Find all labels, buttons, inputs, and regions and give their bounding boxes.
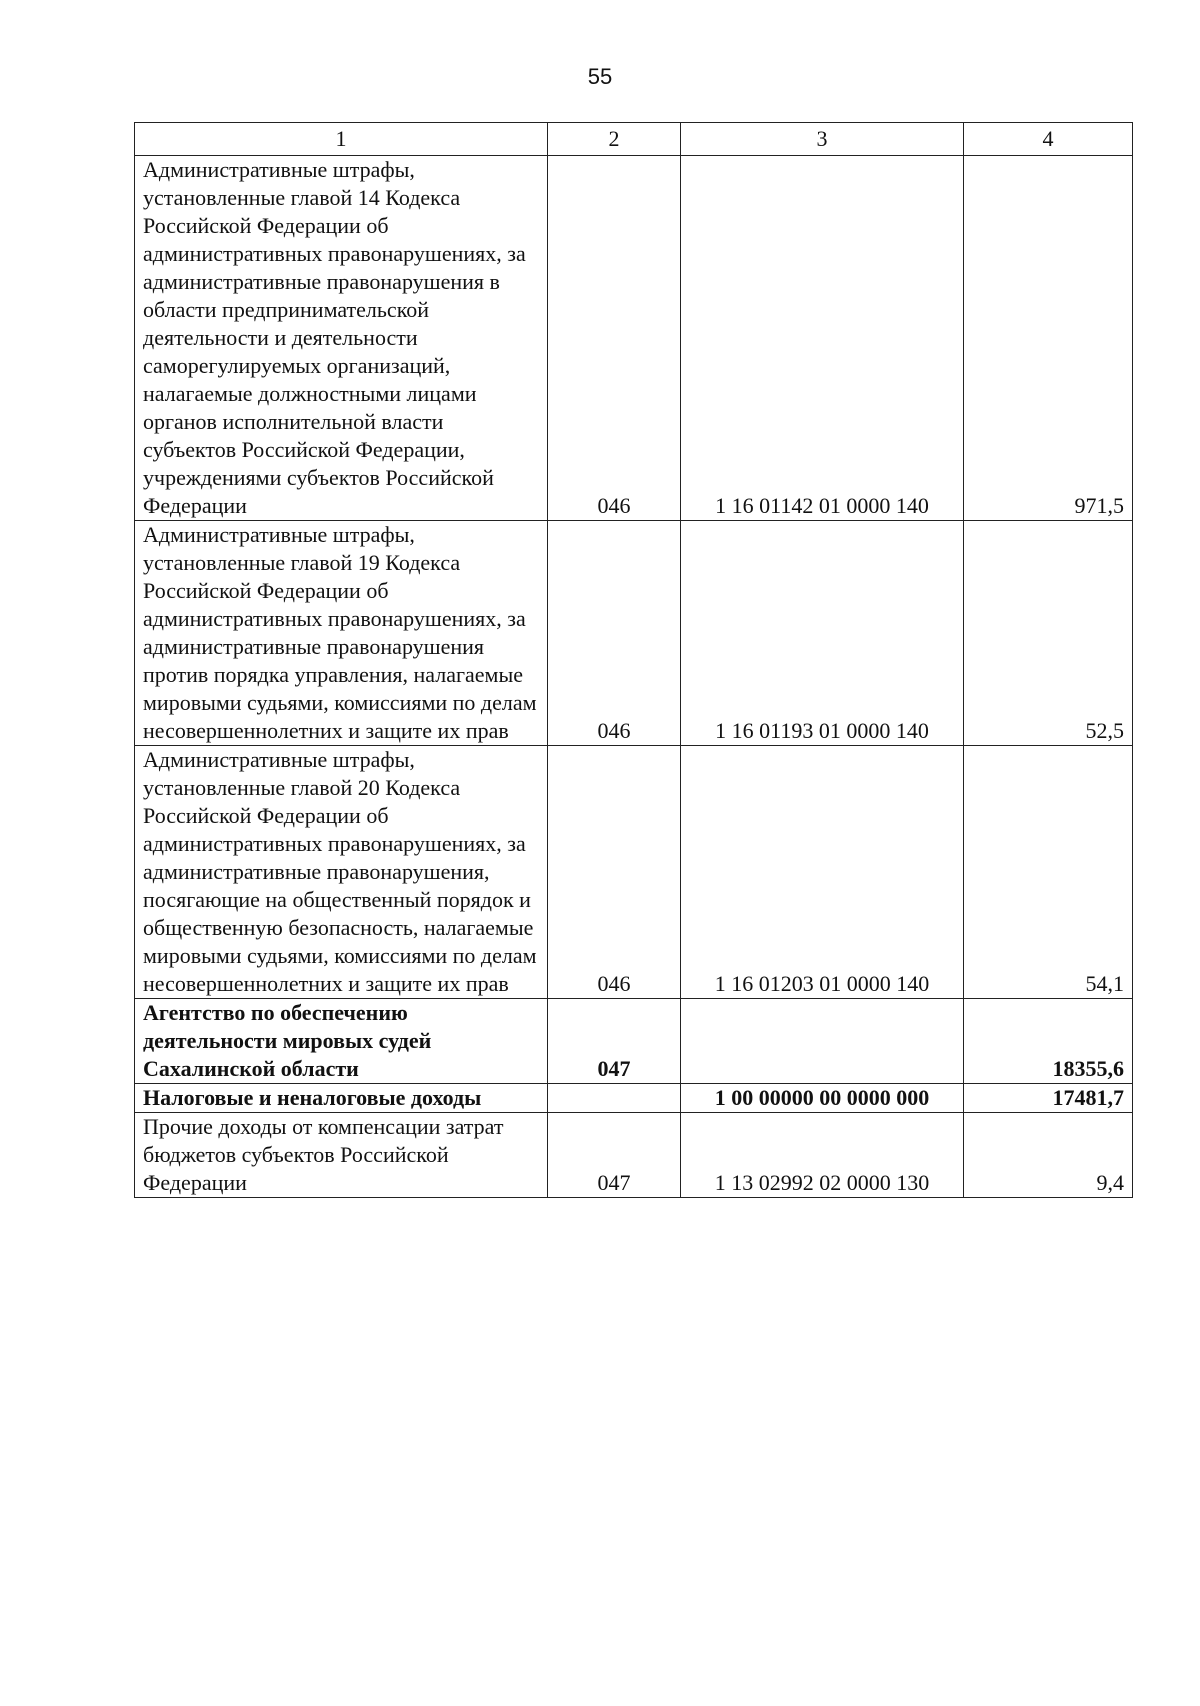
column-header-3: 3 — [681, 123, 964, 156]
admin-code-cell: 046 — [548, 156, 681, 521]
table-row — [135, 1113, 1133, 1198]
table-row — [135, 746, 1133, 999]
income-name-cell: Прочие доходы от компенсации затрат бюджетов субъектов Российской Федерации — [135, 1113, 548, 1198]
admin-code-cell: 047 — [548, 1113, 681, 1198]
revenue-table — [134, 122, 1133, 1198]
admin-code-cell: 047 — [548, 999, 681, 1084]
admin-code-cell — [548, 1084, 681, 1113]
amount-cell: 17481,7 — [964, 1084, 1133, 1113]
income-name-cell: Агентство по обеспечению деятельности мировых судей Сахалинской области — [135, 999, 548, 1084]
column-header-2: 2 — [548, 123, 681, 156]
budget-classification-code-cell: 1 13 02992 02 0000 130 — [681, 1113, 964, 1198]
amount-cell: 9,4 — [964, 1113, 1133, 1198]
table-header-row — [135, 123, 1133, 156]
amount-cell: 18355,6 — [964, 999, 1133, 1084]
budget-classification-code-cell: 1 16 01193 01 0000 140 — [681, 521, 964, 746]
amount-cell: 54,1 — [964, 746, 1133, 999]
income-name-cell: Налоговые и неналоговые доходы — [135, 1084, 548, 1113]
budget-classification-code-cell — [681, 999, 964, 1084]
amount-cell: 971,5 — [964, 156, 1133, 521]
income-name-cell: Административные штрафы, установленные главой 20 Кодекса Российской Федерации об административных правонарушениях, за административные правонарушения, посягающие на общественный порядок и общественную безопасность, налагаемые мировыми судьями, комиссиями по делам несовершеннолетних и защите их прав — [135, 746, 548, 999]
admin-code-cell: 046 — [548, 521, 681, 746]
budget-classification-code-cell: 1 16 01203 01 0000 140 — [681, 746, 964, 999]
page-number: 55 — [587, 64, 613, 89]
income-name-cell: Административные штрафы, установленные главой 14 Кодекса Российской Федерации об административных правонарушениях, за административные правонарушения в области предпринимательской деятельности и деятельности саморегулируемых организаций, налагаемые должностными лицами органов исполнительной власти субъектов Российской Федерации, учреждениями субъектов Российской Федерации — [135, 156, 548, 521]
budget-classification-code-cell: 1 16 01142 01 0000 140 — [681, 156, 964, 521]
table-row — [135, 156, 1133, 521]
table-row — [135, 1084, 1133, 1113]
table-row — [135, 521, 1133, 746]
table-row — [135, 999, 1133, 1084]
column-header-4: 4 — [964, 123, 1133, 156]
budget-classification-code-cell: 1 00 00000 00 0000 000 — [681, 1084, 964, 1113]
admin-code-cell: 046 — [548, 746, 681, 999]
column-header-1: 1 — [135, 123, 548, 156]
income-name-cell: Административные штрафы, установленные главой 19 Кодекса Российской Федерации об административных правонарушениях, за административные правонарушения против порядка управления, налагаемые мировыми судьями, комиссиями по делам несовершеннолетних и защите их прав — [135, 521, 548, 746]
amount-cell: 52,5 — [964, 521, 1133, 746]
